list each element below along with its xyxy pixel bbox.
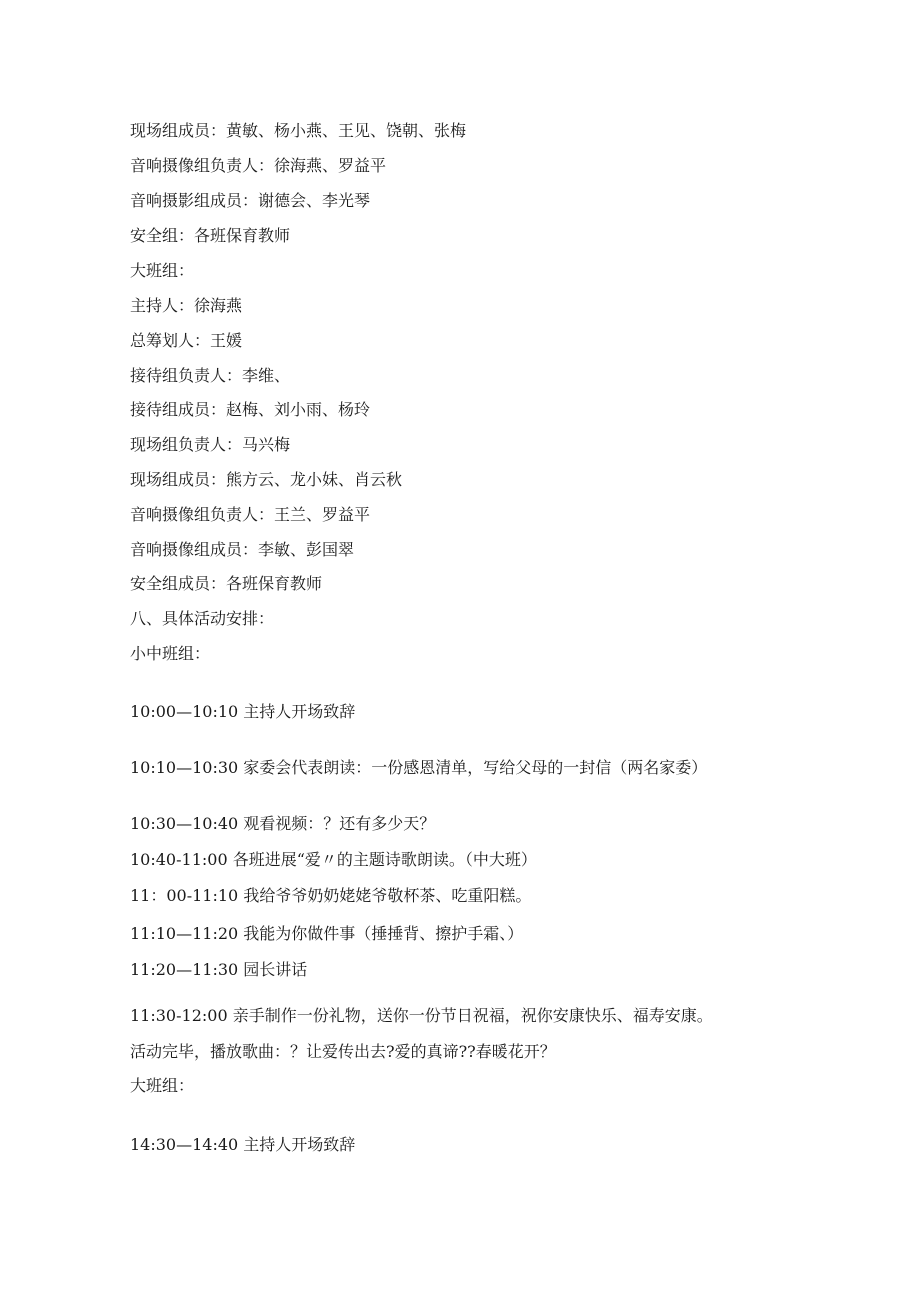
text-line: 音响摄影组成员：谢德会、李光琴 [130,191,371,210]
text-line: 安全组成员：各班保育教师 [130,574,323,593]
text-line: 现场组成员：熊方云、龙小妹、肖云秋 [130,470,403,489]
text-line: 安全组：各班保育教师 [130,226,291,245]
text-line: 10:10—10:30 家委会代表朗读：一份感恩清单，写给父母的一封信（两名家委） [130,758,708,777]
text-line: 11:20—11:30 园长讲话 [130,960,308,979]
text-line: 10:40-11:00 各班进展“爱〃的主题诗歌朗读。（中大班） [130,850,537,869]
text-line: 音响摄像组负责人：徐海燕、罗益平 [130,156,387,175]
text-line: 11:30-12:00 亲手制作一份礼物，送你一份节日祝福，祝你安康快乐、福寿安康。 [130,1006,713,1025]
text-line: 总筹划人：王媛 [130,331,243,350]
text-line: 活动完毕，播放歌曲：？让爱传出去?爱的真谛??春暖花开？ [130,1042,556,1061]
text-line: 接待组成员：赵梅、刘小雨、杨玲 [130,400,371,419]
text-line: 11:10—11:20 我能为你做件事（捶捶背、擦护手霜、） [130,924,524,943]
text-line: 主持人：徐海燕 [130,296,243,315]
text-line: 八、具体活动安排： [130,609,275,628]
text-line: 14:30—14:40 主持人开场致辞 [130,1135,356,1154]
text-line: 音响摄像组负责人：王兰、罗益平 [130,505,371,524]
text-line: 11：00-11:10 我给爷爷奶奶姥姥爷敬杯茶、吃重阳糕。 [130,886,532,905]
text-line: 10:30—10:40 观看视频：？还有多少天？ [130,814,436,833]
text-line: 现场组负责人：马兴梅 [130,435,291,454]
text-line: 音响摄像组成员：李敏、彭国翠 [130,540,355,559]
text-line: 10:00—10:10 主持人开场致辞 [130,702,356,721]
text-line: 现场组成员：黄敏、杨小燕、王见、饶朝、张梅 [130,121,467,140]
text-line: 大班组： [130,261,195,280]
text-line: 大班组： [130,1076,195,1095]
text-line: 接待组负责人：李维、 [130,366,291,385]
text-line: 小中班组： [130,644,211,663]
